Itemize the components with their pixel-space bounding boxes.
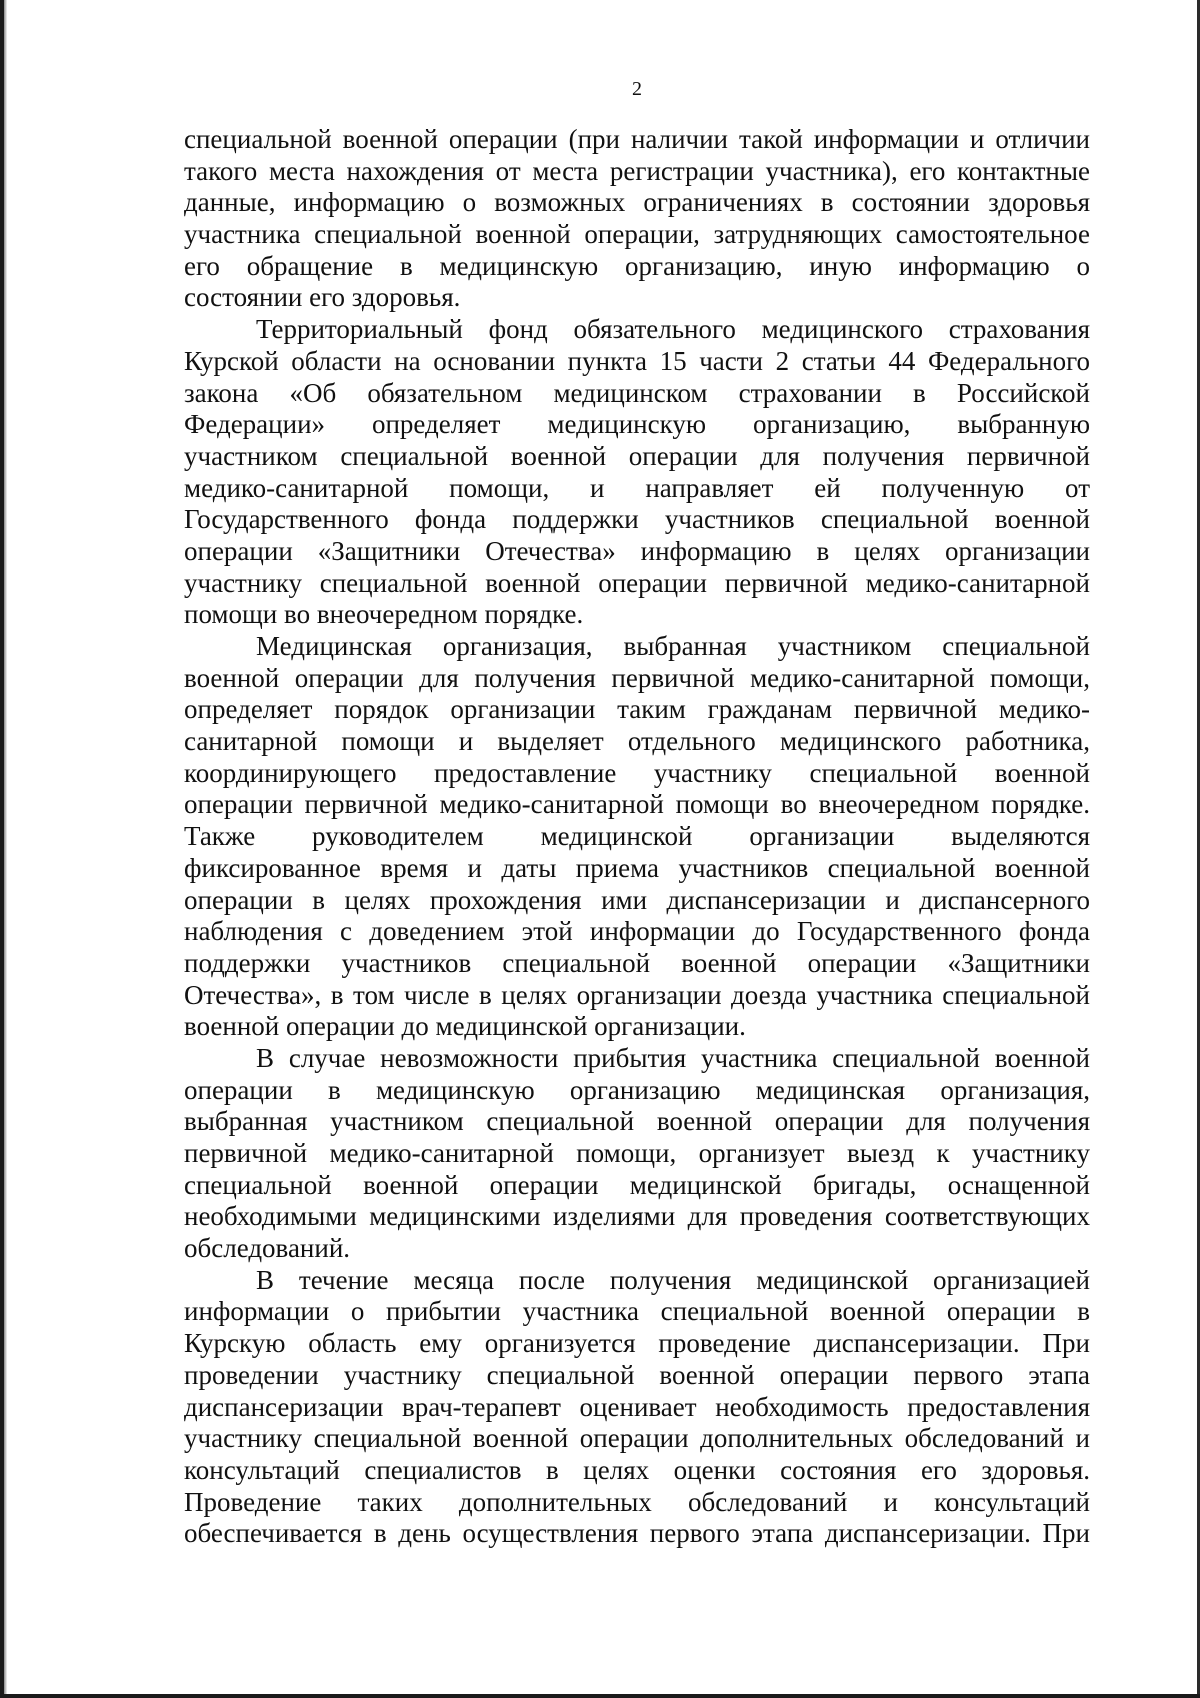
text-line: Отечества», в том числе в целях организации доезда участника специальной bbox=[184, 979, 1090, 1010]
text-line: Территориальный фонд обязательного медицинского страхования bbox=[256, 314, 1090, 345]
scan-border-bottom bbox=[0, 1694, 1200, 1698]
text-line: специальной военной операции (при наличии такой информации и отличии bbox=[184, 124, 1090, 154]
text-line: поддержки участников специальной военной операции «Защитники bbox=[184, 947, 1090, 978]
text-line: помощи во внеочередном порядке. bbox=[184, 599, 584, 630]
text-line: участником специальной военной операции для получения первичной bbox=[184, 440, 1090, 471]
text-line: Также руководителем медицинской организации выделяются bbox=[184, 821, 1090, 852]
text-line: координирующего предоставление участнику специальной военной bbox=[184, 757, 1090, 788]
paragraph bbox=[184, 314, 1090, 631]
text-line: необходимыми медицинскими изделиями для проведения соответствующих bbox=[184, 1201, 1090, 1232]
text-line: специальной военной операции медицинской бригады, оснащенной bbox=[184, 1169, 1090, 1200]
text-line: Медицинская организация, выбранная участником специальной bbox=[256, 631, 1090, 661]
text-line: Федерации» определяет медицинскую организацию, выбранную bbox=[184, 409, 1090, 440]
paragraph bbox=[184, 1043, 1090, 1265]
text-line: В случае невозможности прибытия участника специальной военной bbox=[256, 1042, 1090, 1073]
text-line: операции «Защитники Отечества» информацию в целях организации bbox=[184, 535, 1090, 566]
text-line: выбранная участником специальной военной операции для получения bbox=[184, 1106, 1090, 1137]
scan-border-left-shadow bbox=[4, 0, 7, 1698]
text-line: первичной медико-санитарной помощи, организует выезд к участнику bbox=[184, 1138, 1090, 1168]
text-line: обеспечивается в день осуществления первого этапа диспансеризации. При bbox=[184, 1518, 1090, 1549]
text-line: военной операции для получения первичной медико-санитарной помощи, bbox=[184, 662, 1090, 693]
text-line: операции в медицинскую организацию медицинская организация, bbox=[184, 1074, 1090, 1105]
page-number: 2 bbox=[632, 78, 642, 100]
text-line: фиксированное время и даты приема участников специальной военной bbox=[184, 852, 1090, 883]
text-line: военной операции до медицинской организации. bbox=[184, 1011, 746, 1042]
text-line: участнику специальной военной операции первичной медико-санитарной bbox=[184, 567, 1090, 598]
text-line: такого места нахождения от места регистрации участника), его контактные bbox=[184, 155, 1090, 186]
text-line: состоянии его здоровья. bbox=[184, 282, 461, 313]
text-line: консультаций специалистов в целях оценки состояния его здоровья. bbox=[184, 1454, 1090, 1485]
text-line: Государственного фонда поддержки участников специальной военной bbox=[184, 504, 1090, 535]
text-line: закона «Об обязательном медицинском страховании в Российской bbox=[184, 377, 1090, 408]
paragraph bbox=[184, 1265, 1090, 1550]
text-line: операции первичной медико-санитарной помощи во внеочередном порядке. bbox=[184, 789, 1090, 820]
text-line: проведении участнику специальной военной операции первого этапа bbox=[184, 1359, 1090, 1390]
text-line: участника специальной военной операции, затрудняющих самостоятельное bbox=[184, 219, 1090, 250]
document-body bbox=[184, 124, 1090, 1550]
paragraph bbox=[184, 124, 1090, 314]
text-line: данные, информацию о возможных ограничениях в состоянии здоровья bbox=[184, 187, 1090, 218]
text-line: В течение месяца после получения медицинской организацией bbox=[256, 1264, 1090, 1295]
text-line: наблюдения с доведением этой информации до Государственного фонда bbox=[184, 916, 1090, 947]
text-line: определяет порядок организации таким гражданам первичной медико- bbox=[184, 694, 1090, 725]
paragraph bbox=[184, 631, 1090, 1043]
text-line: обследований. bbox=[184, 1233, 351, 1264]
text-line: Курской области на основании пункта 15 части 2 статьи 44 Федерального bbox=[184, 345, 1090, 376]
text-line: операции в целях прохождения ими диспансеризации и диспансерного bbox=[184, 884, 1090, 915]
text-line: участнику специальной военной операции дополнительных обследований и bbox=[184, 1423, 1090, 1454]
text-line: информации о прибытии участника специальной военной операции в bbox=[184, 1296, 1090, 1327]
text-line: его обращение в медицинскую организацию, иную информацию о bbox=[184, 250, 1090, 281]
text-line: Курскую область ему организуется проведение диспансеризации. При bbox=[184, 1328, 1090, 1359]
text-line: санитарной помощи и выделяет отдельного медицинского работника, bbox=[184, 726, 1090, 757]
text-line: медико-санитарной помощи, и направляет ей полученную от bbox=[184, 472, 1090, 503]
text-line: диспансеризации врач-терапевт оценивает необходимость предоставления bbox=[184, 1391, 1090, 1422]
text-line: Проведение таких дополнительных обследований и консультаций bbox=[184, 1486, 1090, 1517]
